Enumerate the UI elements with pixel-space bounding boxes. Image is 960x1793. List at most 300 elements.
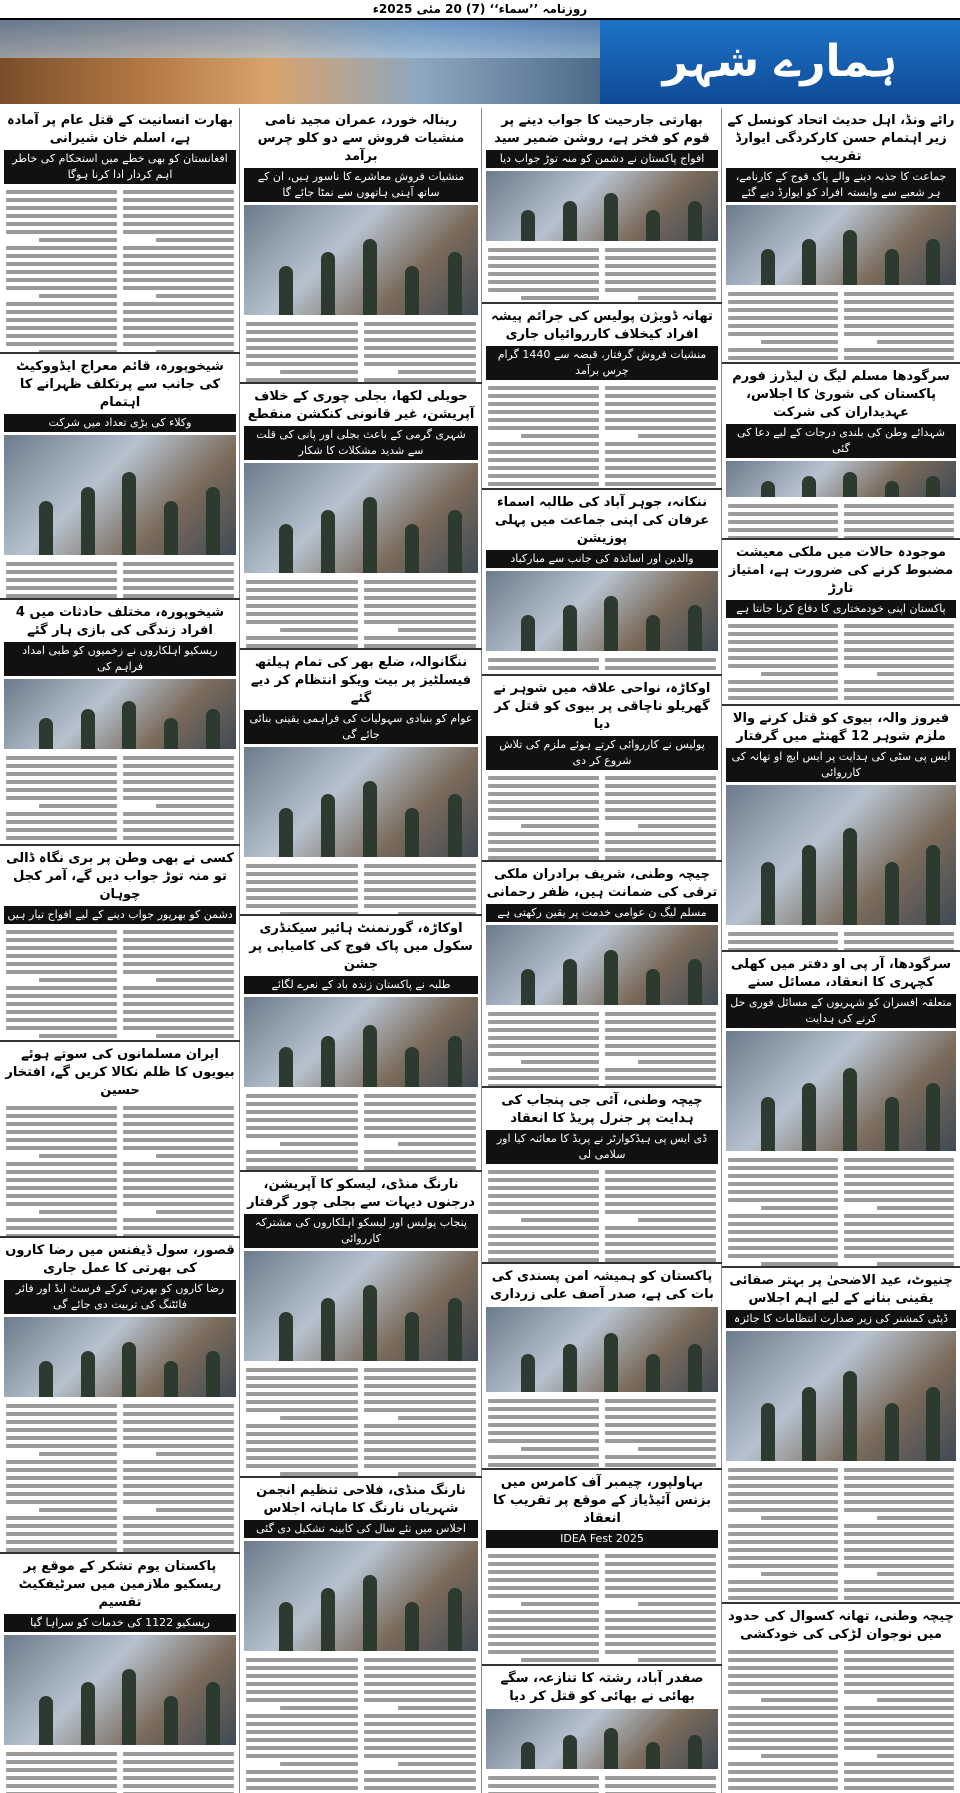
text-line: [6, 318, 117, 322]
text-line: [605, 658, 716, 662]
text-line: [488, 1554, 599, 1558]
text-line: [488, 1784, 599, 1788]
text-line: [728, 1588, 838, 1592]
text-line: [280, 1472, 358, 1476]
text-line: [6, 836, 117, 840]
text-line: [6, 1776, 117, 1780]
news-photo: [726, 1331, 956, 1461]
text-line: [728, 1500, 838, 1504]
story-headline: حویلی لکھا، بجلی چوری کے خلاف آپریشن، غیر قانونی کنکشن منقطع: [247, 389, 475, 422]
text-line: [6, 262, 117, 266]
text-line: [728, 1556, 838, 1560]
news-photo: [486, 1307, 718, 1392]
person-figure: [39, 1361, 53, 1397]
person-figure: [363, 497, 377, 573]
person-figure: [122, 472, 136, 555]
text-line: [488, 1626, 599, 1630]
text-line: [728, 1762, 838, 1766]
person-figure: [206, 1682, 220, 1745]
story-headline: چیچہ وطنی، تھانہ کسوال کی حدود میں نوجوان لڑکی کی خودکشی: [728, 1609, 954, 1642]
text-line: [364, 612, 476, 616]
story-headline: قصور، سول ڈیفنس میں رضا کاروں کی بھرتی کا عمل جاری: [5, 1243, 235, 1276]
person-figure: [926, 1387, 940, 1461]
story-body-text: [486, 382, 718, 490]
text-line: [246, 644, 358, 648]
text-line: [280, 1762, 358, 1766]
text-line: [246, 1464, 358, 1468]
text-line: [488, 1586, 599, 1590]
text-line: [728, 1674, 838, 1678]
text-line: [6, 1524, 117, 1528]
person-figure: [521, 210, 535, 242]
text-line: [123, 214, 234, 218]
text-line: [123, 1760, 234, 1764]
text-line: [605, 1194, 716, 1198]
text-line: [605, 1634, 716, 1638]
text-line: [364, 338, 476, 342]
text-line: [844, 1650, 954, 1654]
text-line: [123, 562, 234, 566]
person-figure: [688, 201, 702, 241]
text-line: [246, 1682, 358, 1686]
person-figure: [521, 615, 535, 651]
text-line: [488, 1068, 599, 1072]
story-headline: اوکاڑہ، نواحی علاقہ میں شوہر نے گھریلو ناچاقی پر بیوی کو قتل کر دیا: [493, 681, 711, 732]
news-photo: [244, 205, 478, 315]
text-line: [123, 302, 234, 306]
text-line: [605, 1423, 716, 1427]
text-line: [246, 1166, 358, 1170]
text-line: [364, 904, 476, 908]
text-line: [246, 604, 358, 608]
text-line: [844, 292, 954, 296]
person-figure: [802, 476, 816, 497]
text-line: [488, 1170, 599, 1174]
text-line: [6, 1186, 117, 1190]
text-line: [844, 1738, 954, 1742]
text-line: [39, 238, 117, 242]
text-line: [728, 1730, 838, 1734]
story-subhead: مسلم لیگ ن عوامی خدمت پر یقین رکھتی ہے: [486, 904, 718, 922]
text-line: [246, 596, 358, 600]
text-line: [246, 1094, 358, 1098]
text-line: [488, 256, 599, 260]
text-line: [364, 1698, 476, 1702]
text-line: [123, 1146, 234, 1150]
person-figure: [279, 1312, 293, 1362]
story-subhead: ریسکیو 1122 کی خدمات کو سراہا گیا: [4, 1614, 236, 1632]
text-line: [123, 286, 234, 290]
text-line: [761, 1516, 838, 1520]
person-figure: [321, 252, 335, 315]
text-line: [364, 1384, 476, 1388]
text-line: [6, 1436, 117, 1440]
text-line: [488, 1020, 599, 1024]
text-line: [844, 1158, 954, 1162]
story-subhead: افواج پاکستان نے دشمن کو منہ توڑ جواب دیا: [486, 150, 718, 168]
text-line: [6, 788, 117, 792]
story-body-text: [726, 288, 956, 364]
text-line: [605, 1570, 716, 1574]
text-line: [638, 1218, 716, 1222]
text-line: [123, 1420, 234, 1424]
text-line: [844, 1786, 954, 1790]
text-line: [123, 190, 234, 194]
text-line: [123, 930, 234, 934]
text-line: [488, 658, 599, 662]
story-subhead: متعلقہ افسران کو شہریوں کے مسائل فوری حل کرنے کی ہدایت: [726, 994, 956, 1028]
text-line: [728, 696, 838, 700]
text-line: [6, 246, 117, 250]
text-line: [246, 1384, 358, 1388]
text-line: [123, 780, 234, 784]
text-line: [246, 1690, 358, 1694]
news-story: [240, 650, 482, 916]
text-line: [123, 278, 234, 282]
news-story: [0, 1554, 240, 1793]
text-line: [246, 880, 358, 884]
text-line: [844, 1222, 954, 1226]
news-story: [482, 304, 722, 490]
text-line: [488, 264, 599, 268]
story-headline: بھارتی جارحیت کا جواب دینے پر قوم کو فخر ہے، روشن ضمیر سید: [494, 113, 710, 146]
text-line: [728, 1540, 838, 1544]
text-line: [605, 394, 716, 398]
person-figure: [363, 1285, 377, 1361]
text-line: [123, 970, 234, 974]
text-line: [364, 1118, 476, 1122]
text-line: [246, 1722, 358, 1726]
text-line: [123, 1532, 234, 1536]
text-line: [123, 1218, 234, 1222]
text-line: [123, 1784, 234, 1788]
text-line: [728, 324, 838, 328]
text-line: [246, 1400, 358, 1404]
text-line: [844, 1476, 954, 1480]
news-story: [482, 862, 722, 1088]
text-line: [728, 1650, 838, 1654]
person-figure: [39, 1696, 53, 1746]
text-line: [123, 1460, 234, 1464]
text-line: [123, 1194, 234, 1198]
person-figure: [122, 701, 136, 749]
news-photo: [244, 747, 478, 857]
person-figure: [206, 709, 220, 749]
person-figure: [885, 249, 899, 285]
text-line: [6, 1768, 117, 1772]
text-line: [605, 1250, 716, 1254]
person-figure: [521, 969, 535, 1005]
person-figure: [206, 487, 220, 555]
text-line: [246, 888, 358, 892]
text-line: [844, 1682, 954, 1686]
text-line: [728, 1158, 838, 1162]
text-line: [488, 410, 599, 414]
text-line: [364, 596, 476, 600]
text-line: [488, 442, 599, 446]
person-figure: [926, 476, 940, 497]
text-line: [246, 1440, 358, 1444]
text-line: [844, 1778, 954, 1782]
text-line: [6, 1194, 117, 1198]
text-line: [123, 986, 234, 990]
text-line: [156, 238, 234, 242]
story-headline: سرگودھا، آر پی او دفتر میں کھلی کچہری کا انعقاد، مسائل سنے: [731, 957, 951, 990]
person-figure: [405, 1602, 419, 1652]
person-figure: [885, 862, 899, 925]
text-line: [488, 1594, 599, 1598]
text-line: [39, 1452, 117, 1456]
text-line: [123, 1428, 234, 1432]
text-line: [761, 1754, 838, 1758]
text-line: [728, 1596, 838, 1600]
text-line: [123, 1500, 234, 1504]
text-line: [605, 666, 716, 670]
text-line: [246, 1746, 358, 1750]
text-line: [364, 354, 476, 358]
text-line: [123, 230, 234, 234]
text-line: [123, 1018, 234, 1022]
story-subhead: IDEA Fest 2025: [486, 1530, 718, 1548]
text-line: [246, 896, 358, 900]
text-line: [246, 330, 358, 334]
text-line: [156, 1210, 234, 1214]
text-line: [246, 1126, 358, 1130]
text-line: [844, 1770, 954, 1774]
text-line: [364, 1690, 476, 1694]
person-figure: [885, 481, 899, 497]
story-headline: چیچہ وطنی، شریف برادران ملکی ترقی کی ضمانت ہیں، ظفر رحمانی: [486, 867, 718, 900]
text-line: [728, 688, 838, 692]
text-line: [728, 1238, 838, 1242]
text-line: [123, 318, 234, 322]
text-line: [488, 1234, 599, 1238]
news-photo: [244, 1541, 478, 1651]
text-line: [246, 1150, 358, 1154]
text-line: [605, 1594, 716, 1598]
text-line: [728, 292, 838, 296]
person-figure: [563, 1344, 577, 1392]
text-line: [6, 1002, 117, 1006]
text-line: [844, 1564, 954, 1568]
story-body-text: [486, 1166, 718, 1264]
person-figure: [688, 605, 702, 651]
person-figure: [843, 1068, 857, 1151]
text-line: [123, 246, 234, 250]
text-line: [488, 272, 599, 276]
text-line: [844, 648, 954, 652]
story-body-text: [244, 318, 478, 384]
story-subhead: پنجاب پولیس اور لیسکو اہلکاروں کی مشترکہ کارروائی: [244, 1214, 478, 1248]
story-body-text: [4, 1102, 236, 1238]
text-line: [488, 776, 599, 780]
person-figure: [843, 472, 857, 497]
text-line: [521, 296, 599, 300]
text-line: [156, 294, 234, 298]
text-line: [364, 1464, 476, 1468]
text-line: [6, 1106, 117, 1110]
text-line: [6, 1460, 117, 1464]
text-line: [488, 288, 599, 292]
text-line: [123, 1138, 234, 1142]
text-line: [364, 588, 476, 592]
text-line: [488, 418, 599, 422]
text-line: [728, 504, 838, 508]
text-line: [6, 1492, 117, 1496]
person-figure: [164, 1361, 178, 1397]
text-line: [246, 1376, 358, 1380]
news-photo: [4, 1317, 236, 1397]
text-line: [488, 1618, 599, 1622]
text-line: [488, 1776, 599, 1780]
story-body-text: [486, 1008, 718, 1088]
text-line: [123, 1492, 234, 1496]
text-line: [844, 1746, 954, 1750]
text-line: [605, 418, 716, 422]
text-line: [728, 1564, 838, 1568]
text-line: [6, 1202, 117, 1206]
text-line: [246, 1134, 358, 1138]
person-figure: [405, 808, 419, 858]
text-line: [6, 1226, 117, 1230]
text-line: [844, 656, 954, 660]
story-subhead: ایس پی سٹی کی ہدایت پر ایس ایچ او تھانہ کی کارروائی: [726, 748, 956, 782]
text-line: [605, 450, 716, 454]
text-line: [6, 1018, 117, 1022]
story-body-text: [486, 772, 718, 862]
news-story: [722, 1268, 960, 1604]
text-line: [605, 784, 716, 788]
text-line: [6, 994, 117, 998]
news-columns: [0, 108, 960, 1793]
text-line: [638, 296, 716, 300]
story-headline: پاکستان کو ہمیشہ امن پسندی کی بات کی ہے، صدر آصف علی زرداری: [490, 1269, 714, 1302]
news-photo: [486, 171, 718, 241]
text-line: [728, 1222, 838, 1226]
person-figure: [206, 1351, 220, 1397]
text-line: [123, 1106, 234, 1110]
text-line: [156, 1034, 234, 1038]
person-figure: [279, 1047, 293, 1088]
text-line: [6, 1468, 117, 1472]
person-figure: [122, 1342, 136, 1397]
text-line: [123, 772, 234, 776]
text-line: [6, 334, 117, 338]
text-line: [844, 1166, 954, 1170]
text-line: [6, 562, 117, 566]
text-line: [6, 828, 117, 832]
text-line: [488, 1439, 599, 1443]
text-line: [605, 458, 716, 462]
text-line: [123, 1026, 234, 1030]
text-line: [6, 796, 117, 800]
text-line: [123, 1436, 234, 1440]
text-line: [364, 1110, 476, 1114]
text-line: [844, 1214, 954, 1218]
text-line: [844, 1532, 954, 1536]
person-figure: [843, 828, 857, 925]
text-line: [6, 1548, 117, 1552]
text-line: [123, 342, 234, 346]
text-line: [246, 362, 358, 366]
person-figure: [405, 1312, 419, 1362]
text-line: [844, 680, 954, 684]
story-body-text: [4, 1400, 236, 1554]
text-line: [638, 1060, 716, 1064]
text-line: [123, 310, 234, 314]
text-line: [123, 198, 234, 202]
text-line: [246, 1730, 358, 1734]
news-story: [240, 1172, 482, 1478]
text-line: [6, 820, 117, 824]
person-figure: [448, 1036, 462, 1087]
text-line: [280, 1142, 358, 1146]
text-line: [123, 756, 234, 760]
text-line: [488, 1076, 599, 1080]
news-photo: [244, 463, 478, 573]
text-line: [728, 1666, 838, 1670]
text-line: [364, 1730, 476, 1734]
person-figure: [164, 501, 178, 555]
text-line: [123, 1540, 234, 1544]
text-line: [6, 214, 117, 218]
text-line: [728, 332, 838, 336]
text-line: [521, 1447, 599, 1451]
story-headline: چیچہ وطنی، آئی جی پنجاب کی ہدایت پر جنرل پریڈ کا انعقاد: [501, 1093, 703, 1126]
story-subhead: طلبہ نے پاکستان زندہ باد کے نعرے لگائے: [244, 976, 478, 994]
person-figure: [802, 239, 816, 285]
text-line: [728, 1190, 838, 1194]
text-line: [6, 962, 117, 966]
text-line: [123, 1404, 234, 1408]
person-figure: [646, 210, 660, 242]
person-figure: [321, 1298, 335, 1361]
text-line: [488, 386, 599, 390]
person-figure: [405, 1047, 419, 1088]
text-line: [605, 474, 716, 478]
text-line: [728, 1746, 838, 1750]
text-line: [488, 1012, 599, 1016]
text-line: [728, 308, 838, 312]
person-figure: [279, 808, 293, 858]
story-subhead: رضا کاروں کو بھرتی کرکے فرسٹ ایڈ اور فائر فائٹنگ کی تربیت دی جائے گی: [4, 1280, 236, 1314]
text-line: [6, 772, 117, 776]
text-line: [728, 680, 838, 684]
montage-sky: [0, 20, 600, 58]
text-line: [605, 1044, 716, 1048]
text-line: [364, 1424, 476, 1428]
text-line: [364, 888, 476, 892]
story-body-text: [486, 1550, 718, 1666]
text-line: [398, 628, 476, 632]
text-line: [123, 1114, 234, 1118]
text-line: [246, 904, 358, 908]
text-line: [877, 1262, 954, 1266]
story-body-text: [4, 186, 236, 354]
text-line: [521, 1602, 599, 1606]
person-figure: [81, 1682, 95, 1745]
text-line: [844, 1182, 954, 1186]
text-line: [488, 1399, 599, 1403]
person-figure: [363, 1575, 377, 1651]
text-line: [246, 1118, 358, 1122]
text-line: [844, 1484, 954, 1488]
news-photo: [244, 997, 478, 1087]
person-figure: [321, 1588, 335, 1651]
text-line: [877, 1206, 954, 1210]
text-line: [246, 1102, 358, 1106]
text-line: [488, 466, 599, 470]
